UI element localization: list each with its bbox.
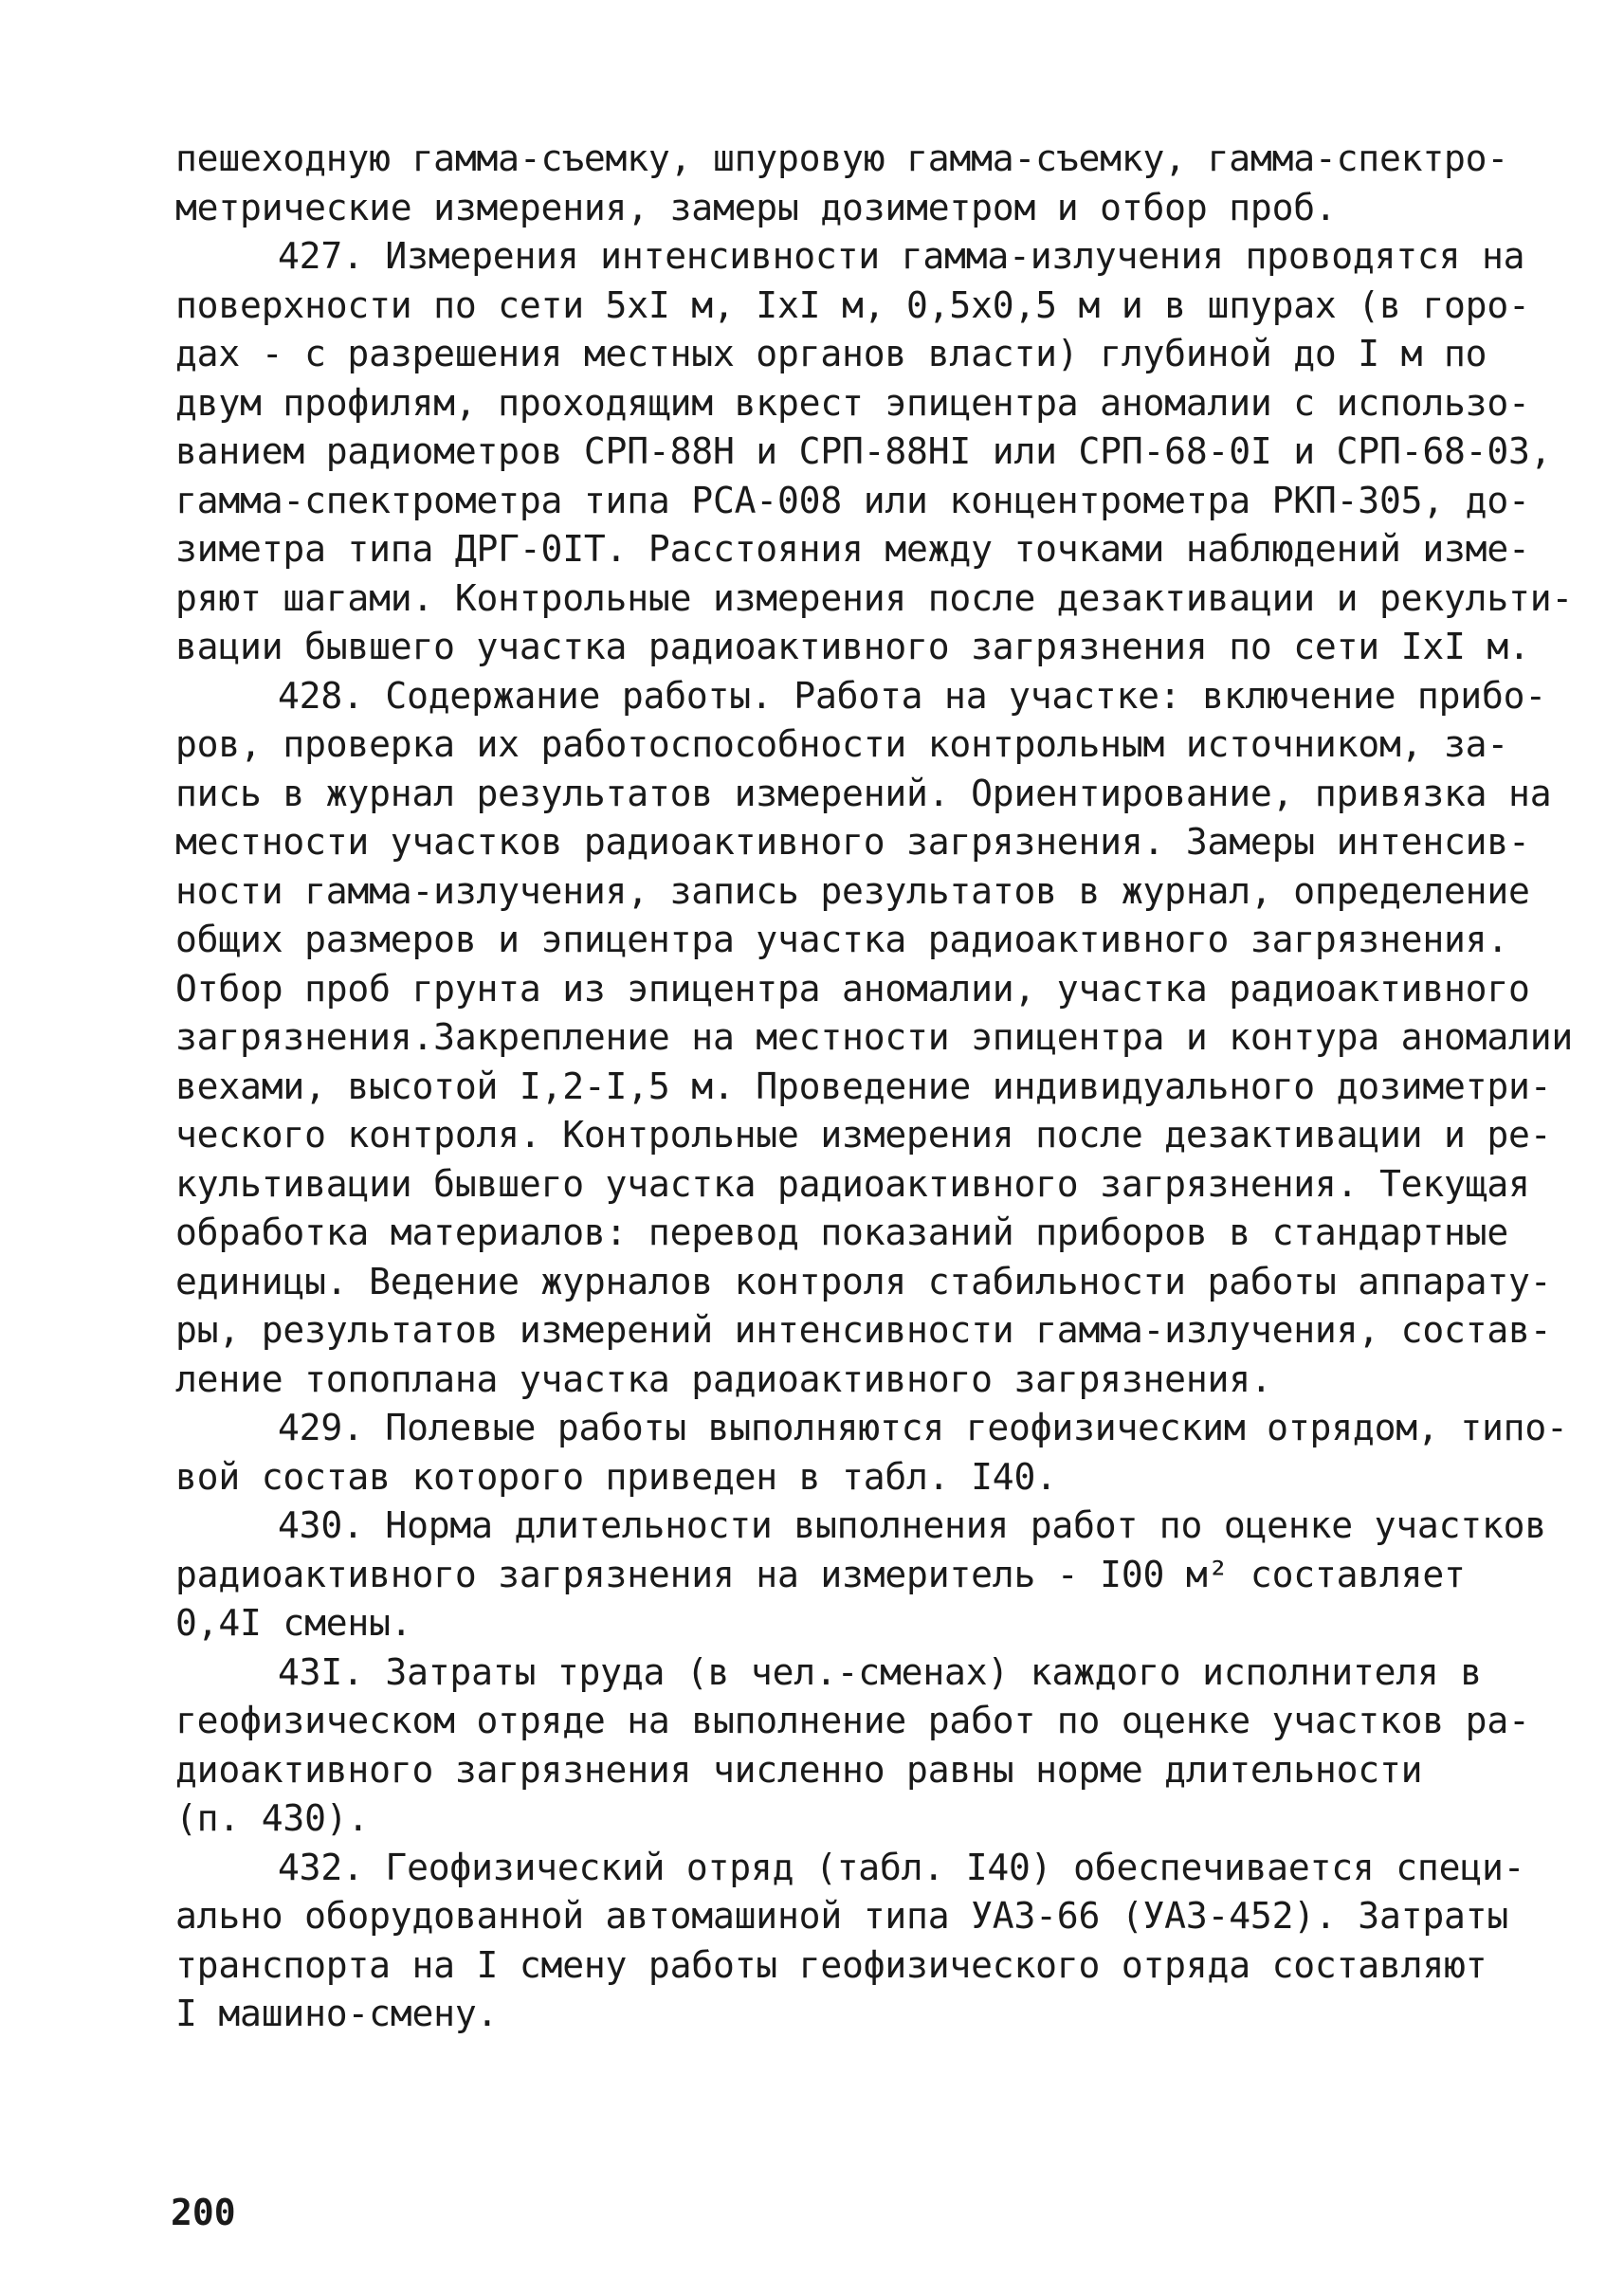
text-line: ванием радиометров СРП-88Н и СРП-88НI или СРП-68-0I и СРП-68-03,: [175, 430, 1552, 472]
text-line: диоактивного загрязнения численно равны норме длительности: [175, 1748, 1423, 1791]
text-line: вой состав которого приведен в табл. I40.: [175, 1455, 1057, 1498]
text-line: обработка материалов: перевод показаний приборов в стандартные: [175, 1211, 1509, 1253]
text-line: ление топоплана участка радиоактивного загрязнения.: [175, 1357, 1272, 1400]
text-line: ров, проверка их работоспособности контрольным источником, за-: [175, 723, 1509, 765]
text-line: пись в журнал результатов измерений. Ориентирование, привязка на: [175, 772, 1552, 814]
text-line: культивации бывшего участка радиоактивного загрязнения. Текущая: [175, 1162, 1530, 1205]
text-line: пешеходную гамма-съемку, шпуровую гамма-съемку, гамма-спектро-: [175, 137, 1509, 179]
text-line: Отбор проб грунта из эпицентра аномалии, участка радиоактивного: [175, 967, 1530, 1010]
paragraph-429-start: 429. Полевые работы выполняются геофизическим отрядом, типо-: [278, 1407, 1568, 1448]
text-line: вехами, высотой I,2-I,5 м. Проведение индивидуального дозиметри-: [175, 1065, 1552, 1107]
text-line: транспорта на I смену работы геофизического отряда составляют: [175, 1943, 1487, 1986]
paragraph-430-start: 430. Норма длительности выполнения работ по оценке участков: [278, 1504, 1546, 1546]
text-line: 0,4I смены.: [175, 1602, 412, 1644]
text-line: ряют шагами. Контрольные измерения после дезактивации и рекульти-: [175, 576, 1574, 619]
page-number: 200: [171, 2192, 236, 2233]
text-line: общих размеров и эпицентра участка радиоактивного загрязнения.: [175, 919, 1509, 960]
text-line: загрязнения.Закрепление на местности эпицентра и контура аномалии: [175, 1016, 1574, 1058]
text-line: гамма-спектрометра типа РСА-008 или концентрометра РКП-305, до-: [175, 479, 1530, 521]
text-line: геофизическом отряде на выполнение работ по оценке участков ра-: [175, 1700, 1530, 1741]
text-line: поверхности по сети 5xI м, IxI м, 0,5x0,5 м и в шпурах (в горо-: [175, 283, 1530, 326]
text-line: зиметра типа ДРГ-0IТ. Расстояния между точками наблюдений изме-: [175, 528, 1530, 570]
text-line: вации бывшего участка радиоактивного загрязнения по сети IxI м.: [175, 626, 1530, 667]
text-line: двум профилям, проходящим вкрест эпицентра аномалии с использо-: [175, 381, 1530, 424]
text-line: единицы. Ведение журналов контроля стабильности работы аппарату-: [175, 1260, 1552, 1302]
text-line: ально оборудованной автомашиной типа УАЗ-66 (УАЗ-452). Затраты: [175, 1895, 1509, 1937]
text-line: метрические измерения, замеры дозиметром и отбор проб.: [175, 186, 1337, 228]
text-line: (п. 430).: [175, 1797, 370, 1839]
text-line: дах - с разрешения местных органов власти) глубиной до I м по: [175, 333, 1487, 374]
text-line: ры, результатов измерений интенсивности гамма-излучения, состав-: [175, 1309, 1552, 1351]
paragraph-427-start: 427. Измерения интенсивности гамма-излучения проводятся на: [278, 235, 1525, 277]
text-line: ческого контроля. Контрольные измерения после дезактивации и ре-: [175, 1114, 1552, 1156]
text-line: местности участков радиоактивного загрязнения. Замеры интенсив-: [175, 821, 1530, 863]
text-line: радиоактивного загрязнения на измеритель - I00 м² составляет: [175, 1553, 1466, 1595]
body-text: [175, 135, 1574, 2039]
paragraph-428-start: 428. Содержание работы. Работа на участке: включение прибо-: [278, 674, 1546, 717]
text-line: I машино-смену.: [175, 1993, 499, 2034]
text-line: ности гамма-излучения, запись результатов в журнал, определение: [175, 869, 1530, 912]
paragraph-432-start: 432. Геофизический отряд (табл. I40) обеспечивается специ-: [278, 1846, 1525, 1888]
paragraph-431-start: 43I. Затраты труда (в чел.-сменах) каждого исполнителя в: [278, 1650, 1482, 1693]
